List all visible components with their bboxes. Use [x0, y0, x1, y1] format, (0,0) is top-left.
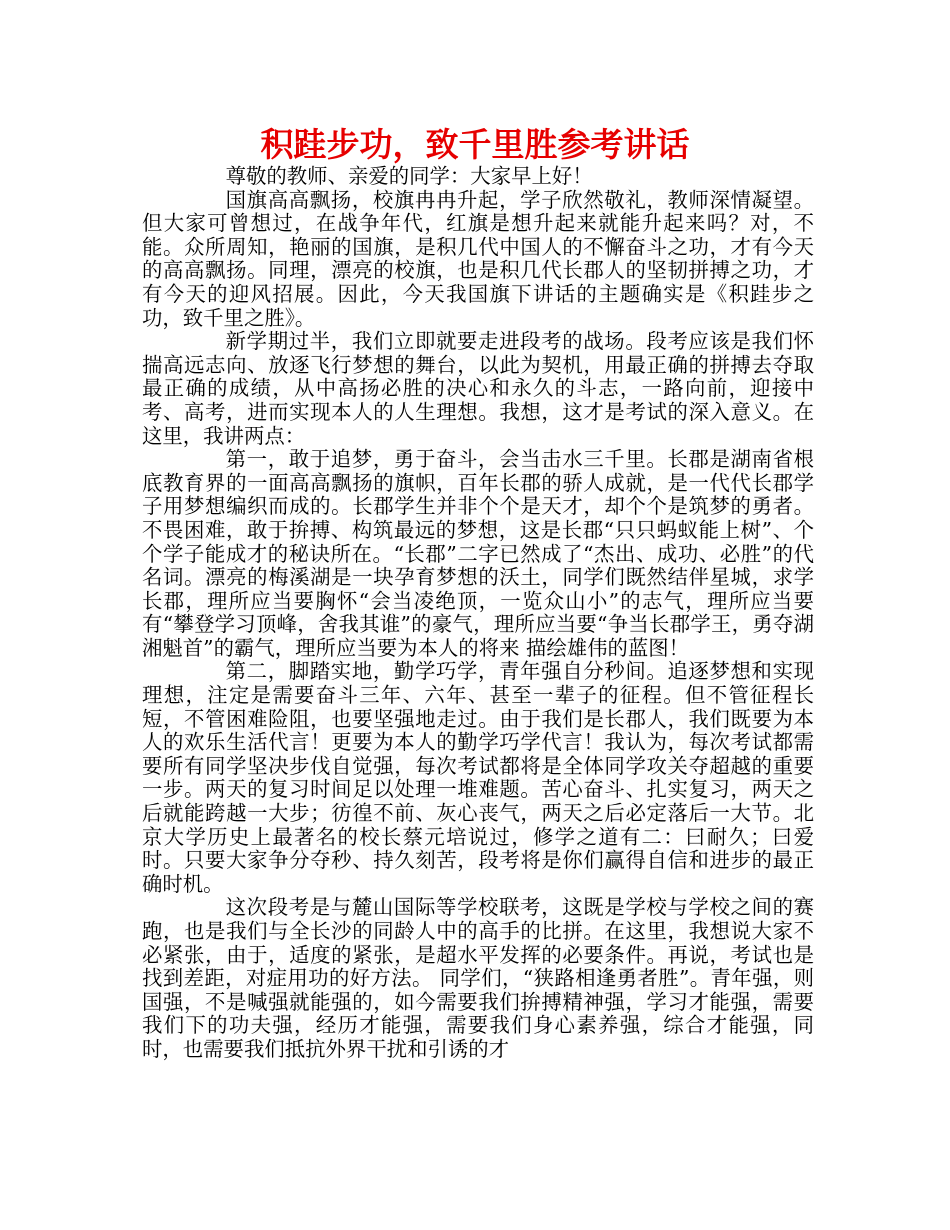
paragraph-point-two: 第二，脚踏实地，勤学巧学，青年强自分秒间。追逐梦想和实现理想，注定是需要奋斗三年、六年、甚至一辈子的征程。但不管征程长短，不管困难险阻，也要坚强地走过。由于我们是长郡人，我们既要为本人的欢乐生活代言！更要为本人的勤学巧学代言！我认为，每次考试都需要所有同学坚决步伐自觉强，每次考试都将是全体同学攻关夺超越的重要一步。两天的复习时间足以处理一堆难题。苦心奋斗、扎实复习，两天之后就能跨越一大步；彷徨不前、灰心丧气，两天之后必定落后一大节。北京大学历史上最著名的校长蔡元培说过，修学之道有二：曰耐久；曰爱时。只要大家争分夺秒、持久刻苦，段考将是你们赢得自信和进步的最正确时机。 — [142, 659, 814, 896]
document-title: 积跬步功，致千里胜参考讲话 — [260, 125, 690, 164]
paragraph-midterm: 新学期过半，我们立即就要走进段考的战场。段考应该是我们怀揣高远志向、放逐飞行梦想的舞台，以此为契机，用最正确的拼搏去夺取最正确的成绩，从中高扬必胜的决心和永久的斗志，一路向前，迎接中考、高考，进而实现本人的人生理想。我想，这才是考试的深入意义。在这里，我讲两点： — [142, 329, 814, 448]
paragraph-point-one: 第一，敢于追梦，勇于奋斗，会当击水三千里。长郡是湖南省根底教育界的一面高高飘扬的旗帜，百年长郡的骄人成就，是一代代长郡学子用梦想编织而成的。长郡学生并非个个是天才，却个个是筑梦的勇者。不畏困难，敢于拚搏、构筑最远的梦想，这是长郡“只只蚂蚁能上树”、个个学子能成才的秘诀所在。“长郡”二字已然成了“杰出、成功、必胜”的代名词。漂亮的梅溪湖是一块孕育梦想的沃土，同学们既然结伴星城，求学长郡，理所应当要胸怀“会当凌绝顶，一览众山小”的志气，理所应当要有“攀登学习顶峰，舍我其谁”的豪气，理所应当要“争当长郡学王，勇夺湖湘魁首”的霸气，理所应当要为本人的将来 描绘雄伟的蓝图！ — [142, 447, 814, 660]
paragraph-joint-exam: 这次段考是与麓山国际等学校联考，这既是学校与学校之间的赛跑，也是我们与全长沙的同龄人中的高手的比拼。在这里，我想说大家不必紧张，由于，适度的紧张，是超水平发挥的必要条件。再说，考试也是找到差距，对症用功的好方法。 同学们，“狭路相逢勇者胜”。青年强，则国强，不是喊强就能强的，如今需要我们拚搏精神强，学习才能强，需要我们下的功夫强，经历才能强，需要我们身心素养强，综合才能强，同时，也需要我们抵抗外界干扰和引诱的才 — [142, 895, 814, 1061]
paragraph-intro: 国旗高高飘扬，校旗冉冉升起，学子欣然敬礼，教师深情凝望。但大家可曾想过，在战争年代，红旗是想升起来就能升起来吗？对，不能。众所周知，艳丽的国旗，是积几代中国人的不懈奋斗之功，才有今天的高高飘扬。同理，漂亮的校旗，也是积几代长郡人的坚韧拼搏之功，才有今天的迎风招展。因此，今天我国旗下讲话的主题确实是《积跬步之功，致千里之胜》。 — [142, 187, 814, 330]
document-body — [142, 165, 814, 1062]
paragraph-greeting: 尊敬的教师、亲爱的同学：大家早上好！ — [225, 164, 593, 188]
